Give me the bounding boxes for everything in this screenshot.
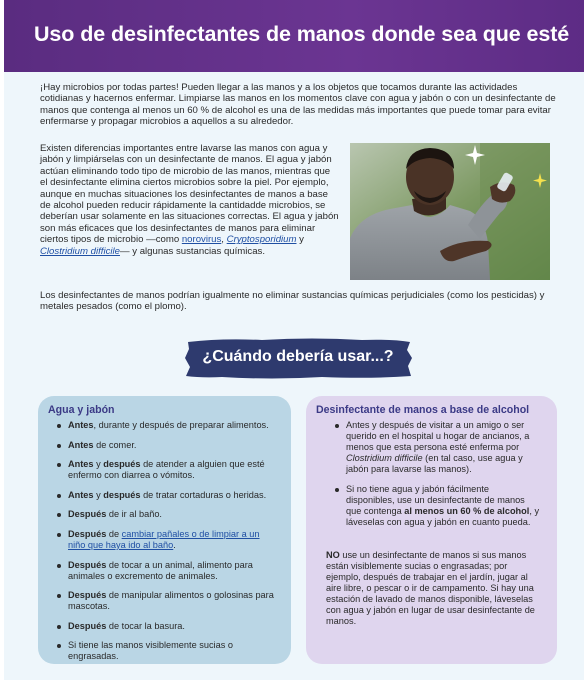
page — [4, 0, 584, 680]
intro-paragraph: ¡Hay microbios por todas partes! Pueden llegar a las manos y a los objetos que tocamos durante las actividades cotidianas y hacernos enfermar. Limpiarse las manos en los momentos clave con agua y jabón o con un desinfectante de manos que contenga al menos un 60 % de alcohol es una de las medidas más importantes que puede tomar para evitar enfermarse y propagar microbios a aquellos a su alrededor. — [40, 82, 556, 128]
diaper-link[interactable]: cambiar pañales o de limpiar a un niño que haya ido al baño — [68, 528, 260, 550]
man-applying-hand-sanitizer-photo — [350, 143, 550, 280]
sanitizer-card — [306, 396, 557, 664]
item-text: de comer. — [93, 439, 137, 450]
list-item — [56, 590, 278, 612]
soap-card-title: Agua y jabón — [48, 404, 115, 416]
page-title: Uso de desinfectantes de manos donde sea que esté — [34, 22, 570, 46]
item-bold: Antes — [68, 439, 94, 450]
item-text: de manipular alimentos o golosinas para mascotas. — [68, 590, 274, 612]
cryptosporidium-link-text: Cryptosporidium — [226, 234, 297, 246]
item-text: y — [93, 489, 104, 500]
item-bold: Después — [68, 509, 107, 520]
list-item — [56, 459, 278, 481]
item-text: , durante y después de preparar alimentos. — [93, 420, 269, 430]
item-text: de tocar la basura. — [106, 620, 185, 631]
item-text: . — [173, 539, 176, 550]
item-text: y — [93, 459, 104, 470]
banner-label: ¿Cuándo debería usar...? — [202, 348, 394, 365]
list-item — [56, 560, 278, 582]
item-bold: Después — [68, 559, 107, 570]
and-text: y — [296, 234, 304, 246]
list-item — [56, 529, 278, 551]
item-bold: Después — [68, 590, 107, 601]
list-item — [334, 484, 540, 528]
cryptosporidium-link[interactable] — [227, 234, 297, 245]
item-text: de tratar cortaduras o heridas. — [140, 489, 267, 500]
item-text: (en tal caso, use agua y jabón para lavarse las manos). — [346, 453, 523, 474]
list-item — [56, 490, 278, 501]
comma-text: , — [221, 234, 224, 246]
clostridium-link[interactable] — [40, 246, 120, 257]
norovirus-link[interactable]: norovirus — [181, 234, 222, 246]
item-bold: Después — [68, 620, 107, 631]
item-text: de — [106, 528, 122, 539]
item-bold: después — [103, 489, 141, 500]
item-text: Antes y después de visitar a un amigo o ser querido en el hospital u hogar de ancianos, a menos que esta persona esté enferma por — [346, 420, 530, 452]
item-text: Si tiene las manos visiblemente sucias o engrasadas. — [68, 640, 233, 662]
item-italic: Clostridium difficile — [346, 453, 423, 463]
soap-card — [38, 396, 291, 664]
when-to-use-banner — [182, 336, 414, 380]
list-item — [56, 509, 278, 520]
item-text: , y láveselas con agua y jabón en cuanto pueda. — [346, 506, 540, 527]
soap-list — [56, 420, 278, 671]
photo-illustration — [350, 143, 550, 280]
differences-text: Existen diferencias importantes entre lavarse las manos con agua y jabón y limpiárselas con un desinfectante de manos. El agua y jabón actúan eliminando todo tipo de microbio de las manos, mientras que el desinfectante elimina ciertos microbios sobre la piel. Por ejemplo, aunque en muchas situaciones los desinfectantes de manos a base de alcohol pueden reducir rápidamente la cantidadde microbios, se deberían usar solamente en las situaciones correctas. El agua y jabón son más eficaces que los desinfectantes de manos para eliminar ciertos tipos de microbio —como — [40, 143, 339, 246]
item-bold: Después — [68, 528, 107, 539]
item-bold: después — [103, 459, 141, 470]
item-bold: Antes — [68, 420, 94, 430]
item-text: de atender a alguien que esté enfermo con diarrea o vómitos. — [68, 459, 265, 481]
list-item — [56, 420, 278, 431]
list-item — [334, 420, 540, 475]
sanitizer-card-title: Desinfectante de manos a base de alcohol — [316, 404, 530, 416]
differences-paragraph — [40, 143, 340, 257]
item-bold: al menos un 60 % de alcohol — [404, 506, 530, 516]
list-item — [56, 640, 278, 662]
sanitizer-list — [334, 420, 540, 537]
header-bar — [4, 0, 584, 72]
list-item — [56, 621, 278, 632]
list-item — [56, 440, 278, 451]
item-bold: Antes — [68, 489, 94, 500]
note-text: use un desinfectante de manos si sus manos están visiblemente sucias o engrasadas; por ejemplo, después de trabajar en el jardín, jugar al aire libre, o pescar o ir de campamento. Si hay una estación de lavado de manos disponible, láveselas con agua y jabón en lugar de usar desinfectante de manos. — [326, 550, 535, 626]
sanitizer-note — [326, 550, 540, 627]
differences-end-text: — y algunas sustancias químicas. — [119, 245, 266, 257]
item-text: Si no tiene agua y jabón fácilmente disponibles, use un desinfectante de manos que contenga — [346, 484, 525, 516]
chemicals-paragraph: Los desinfectantes de manos podrían igualmente no eliminar sustancias químicas perjudiciales (como los pesticidas) y metales pesados (como el plomo). — [40, 290, 545, 313]
item-text: de tocar a un animal, alimento para animales o excremento de animales. — [68, 559, 253, 581]
item-bold: Antes — [68, 459, 94, 470]
item-text: de ir al baño. — [106, 509, 162, 520]
clostridium-link-text: Clostridium difficile — [40, 245, 120, 257]
note-bold: NO — [326, 550, 340, 560]
